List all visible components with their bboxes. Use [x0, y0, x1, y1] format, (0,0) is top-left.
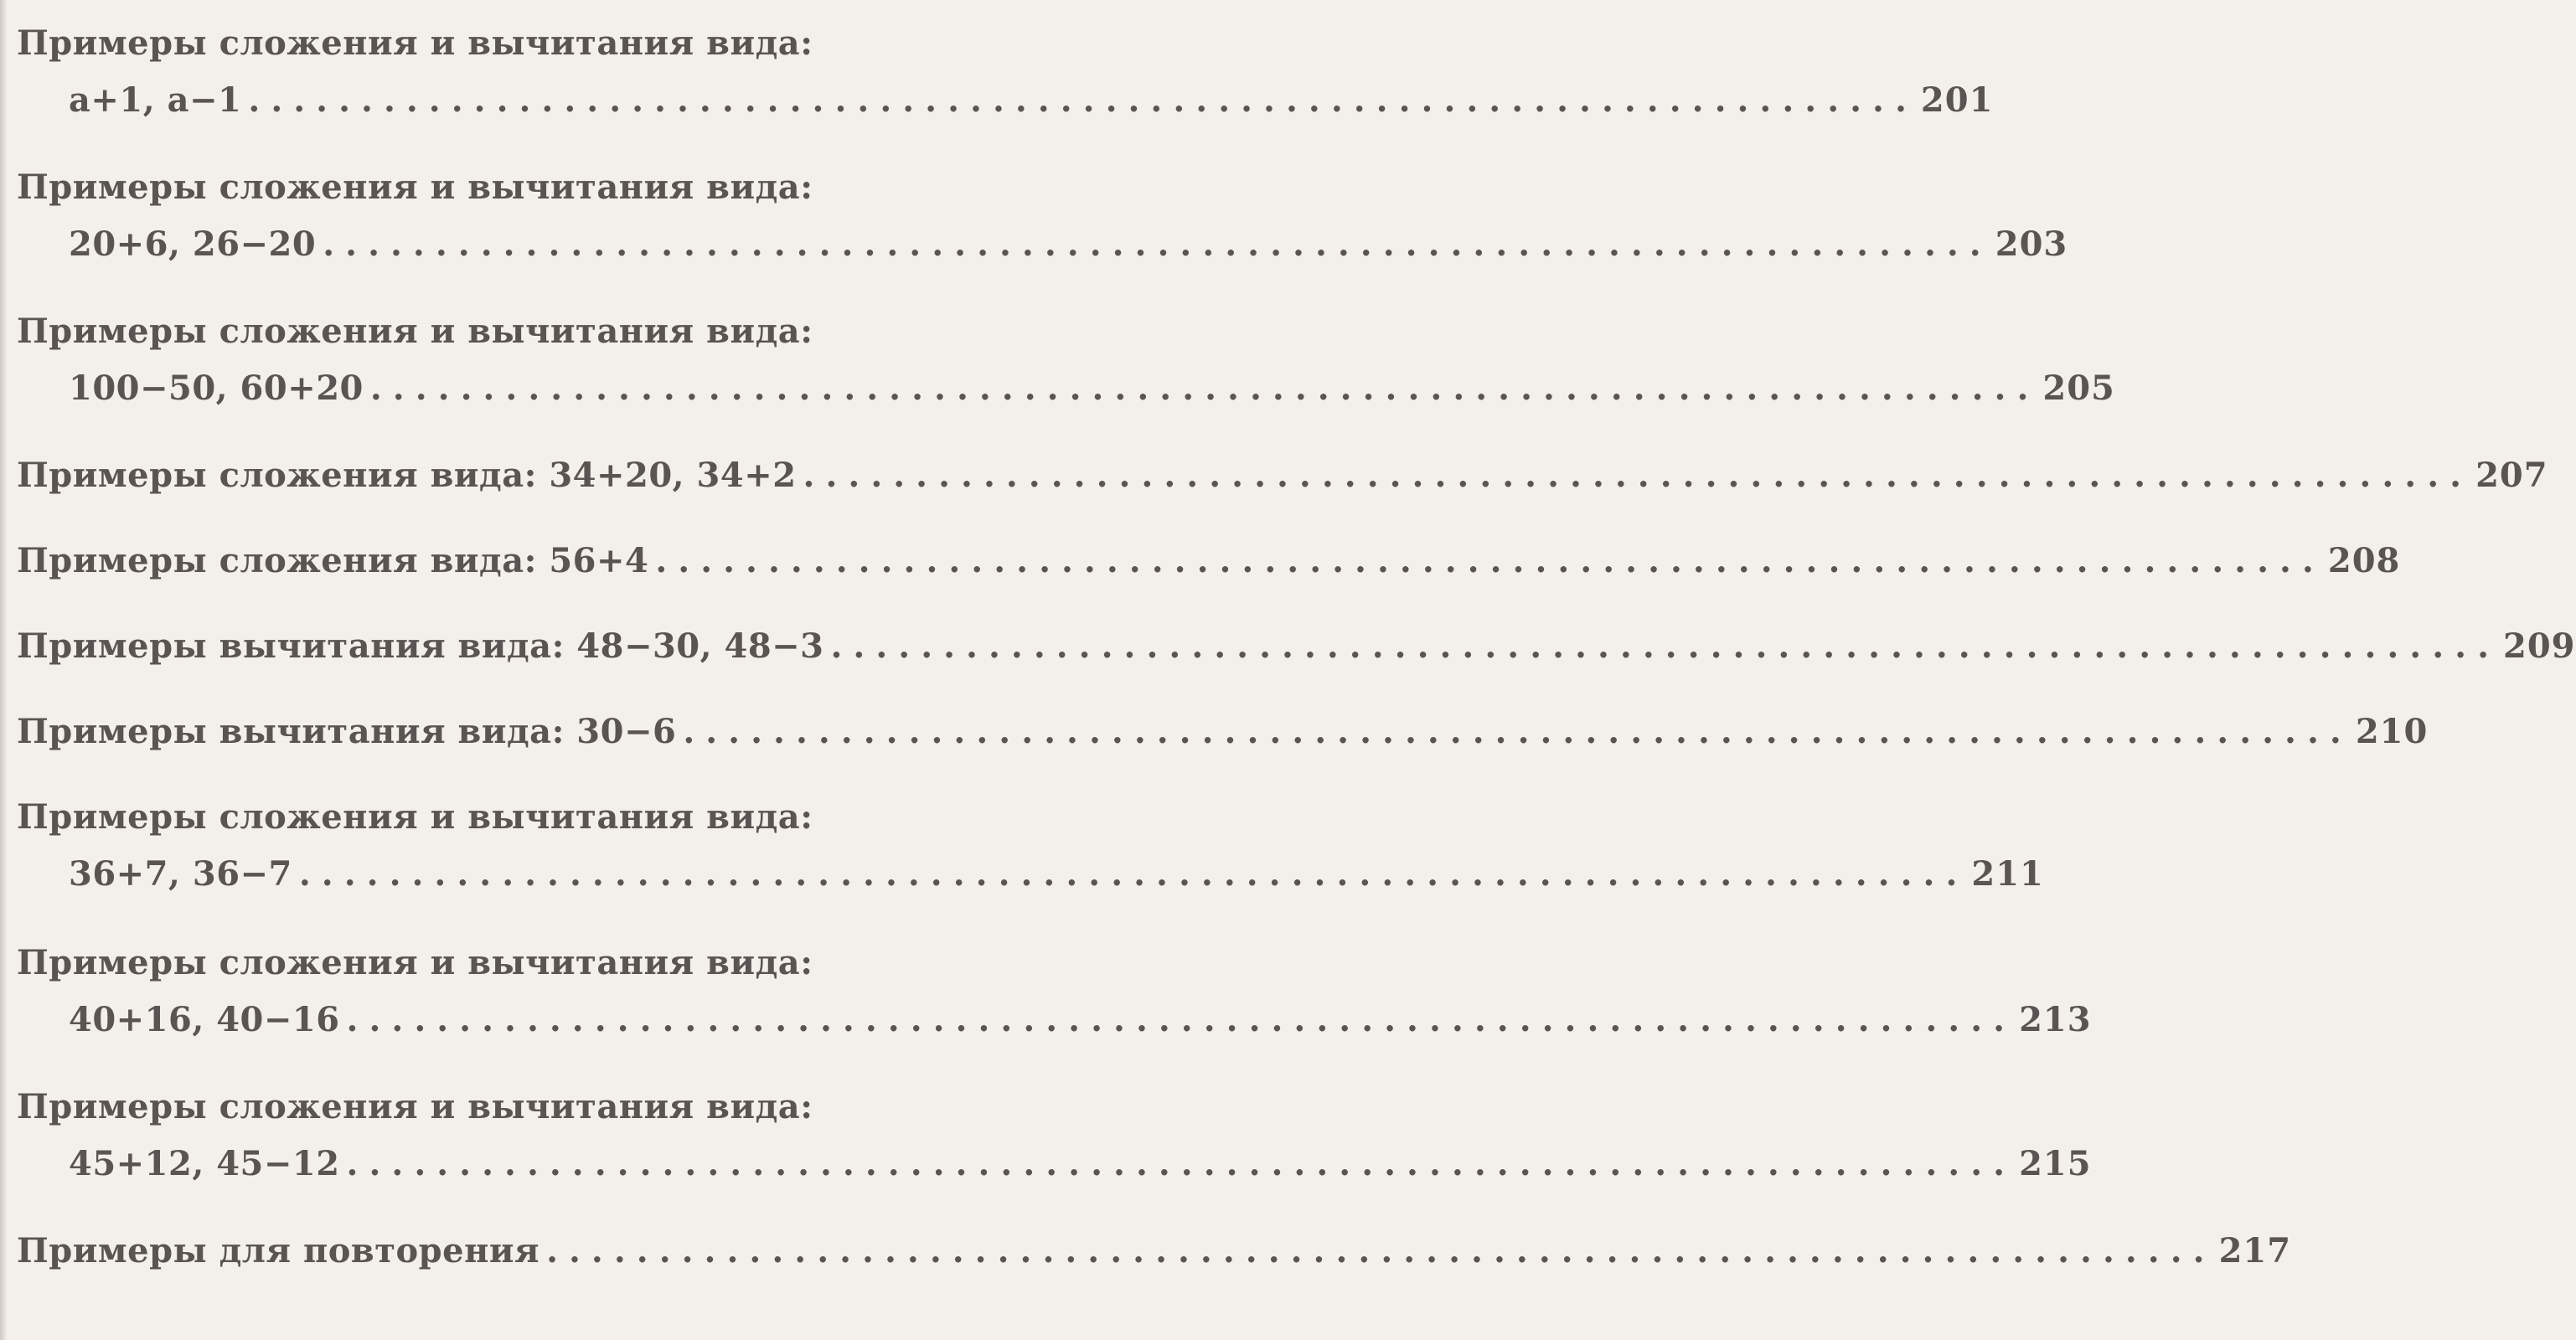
toc-entry-line	[17, 707, 2429, 757]
toc-entry-title: Примеры сложения и вычитания вида:	[17, 168, 813, 207]
toc-entry-line	[17, 451, 2548, 501]
toc-entry-title: Примеры для повторения	[17, 1231, 540, 1270]
toc-page-number: 209	[2503, 626, 2576, 666]
toc-entry-subtitle: 36+7, 36−7	[69, 854, 292, 894]
toc-page-number: 205	[2042, 368, 2115, 408]
toc-entry-line	[17, 621, 2576, 672]
toc-entry-line	[69, 75, 1994, 126]
toc-entry-subtitle: 100−50, 60+20	[69, 368, 364, 408]
toc-entry-line	[69, 363, 2115, 414]
toc-page-number: 203	[1995, 224, 2068, 264]
dot-leader: ..........................................................................	[248, 80, 1918, 120]
toc-entry-title: Примеры вычитания вида: 48−30, 48−3	[17, 626, 824, 666]
dot-leader: ..........................................................................	[803, 456, 2473, 495]
dot-leader: ..........................................................................	[323, 224, 1992, 264]
toc-page-number: 213	[2019, 1000, 2092, 1039]
toc-page-number: 217	[2218, 1231, 2292, 1270]
dot-leader: ..........................................................................	[346, 1144, 2016, 1183]
dot-leader: ..........................................................................	[655, 541, 2325, 580]
toc-entry-subtitle: a+1, a−1	[69, 80, 242, 120]
dot-leader: ..........................................................................	[546, 1231, 2216, 1270]
dot-leader: ..........................................................................	[346, 1000, 2016, 1039]
toc-entry-subtitle: 20+6, 26−20	[69, 224, 317, 264]
toc-page-number: 210	[2355, 712, 2429, 751]
toc-entry-title: Примеры сложения и вычитания вида:	[17, 23, 813, 63]
toc-page-number: 215	[2019, 1144, 2092, 1183]
toc-entry-subtitle: 45+12, 45−12	[69, 1144, 340, 1183]
toc-page-number: 211	[1971, 854, 2044, 894]
dot-leader: ..........................................................................	[369, 368, 2040, 408]
dot-leader: ..........................................................................	[830, 626, 2501, 666]
toc-entry-title: Примеры сложения вида: 34+20, 34+2	[17, 456, 797, 495]
toc-entry-line	[69, 219, 2068, 270]
toc-entry-subtitle: 40+16, 40−16	[69, 1000, 340, 1039]
toc-entry-title: Примеры сложения вида: 56+4	[17, 541, 649, 580]
toc-entry-title: Примеры вычитания вида: 30−6	[17, 712, 677, 751]
toc-page-number: 208	[2327, 541, 2401, 580]
toc-entry-title: Примеры сложения и вычитания вида:	[17, 797, 813, 837]
dot-leader: ..........................................................................	[298, 854, 1969, 894]
toc-entry-title: Примеры сложения и вычитания вида:	[17, 1087, 813, 1126]
dot-leader: ..........................................................................	[683, 712, 2352, 751]
toc-entry-line	[69, 1139, 2092, 1189]
toc-entry-title: Примеры сложения и вычитания вида:	[17, 943, 813, 982]
toc-page-number: 207	[2475, 456, 2548, 495]
toc-entry-line	[69, 849, 2044, 899]
toc-entry-line	[17, 536, 2401, 586]
toc-page-number: 201	[1920, 80, 1994, 120]
toc-entry-line	[69, 995, 2092, 1045]
toc-entry-title: Примеры сложения и вычитания вида:	[17, 312, 813, 351]
toc-entry-line	[17, 1226, 2292, 1276]
